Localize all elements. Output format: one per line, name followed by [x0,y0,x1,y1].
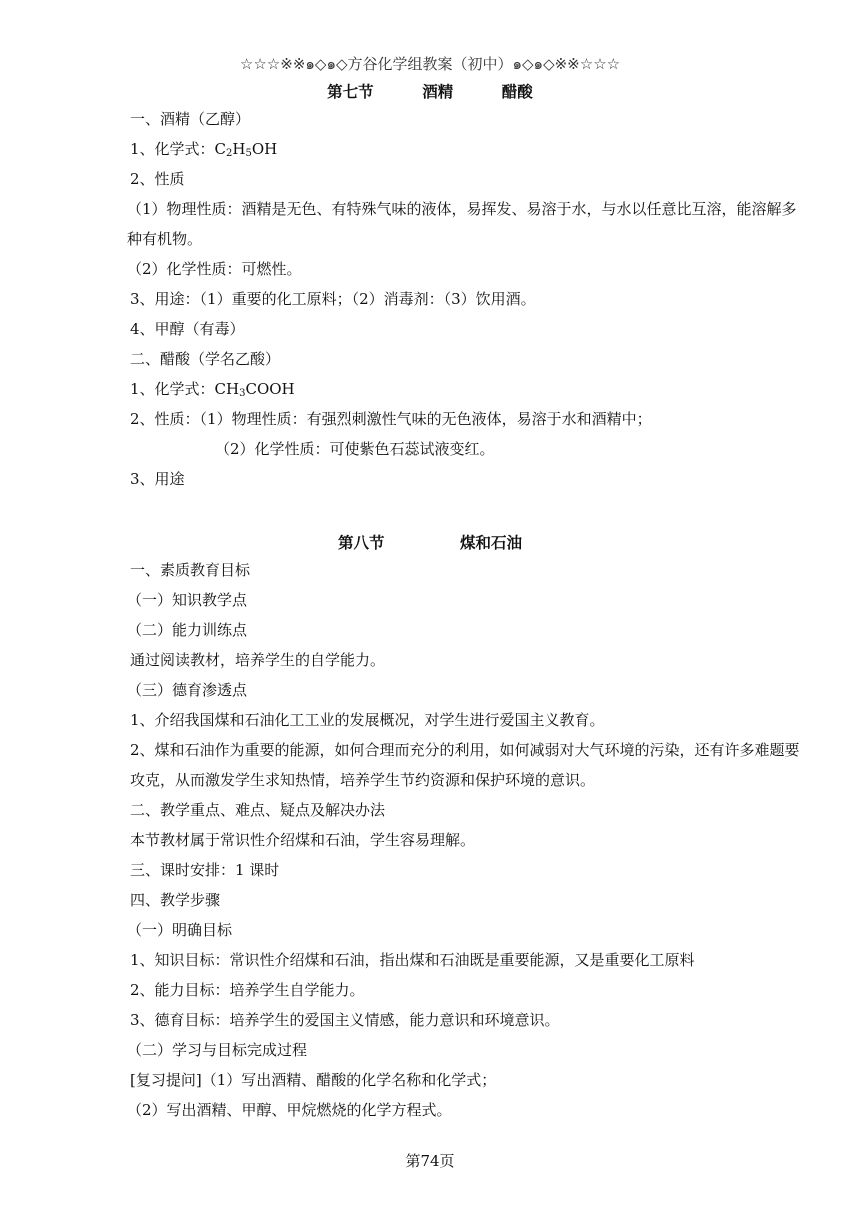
s8-line: 1、知识目标：常识性介绍煤和石油，指出煤和石油既是重要能源，又是重要化工原料 [130,951,695,969]
s8-line: （三）德育渗透点 [127,681,248,699]
s8-line: 2、能力目标：培养学生自学能力。 [130,981,365,999]
acetic-heading: 二、醋酸（学名乙酸） [130,350,281,368]
s8-line: （一）知识教学点 [127,591,248,609]
alcohol-properties: 2、性质 [130,170,185,188]
s8-line: 一、素质教育目标 [130,561,251,579]
section8-title: 第八节 煤和石油 [337,533,523,552]
s8-line: 本节教材属于常识性介绍煤和石油，学生容易理解。 [130,831,476,849]
alcohol-chemical: （2）化学性质：可燃性。 [127,260,302,278]
acetic-properties: 2、性质：（1）物理性质：有强烈刺激性气味的无色液体，易溶于水和酒精中； [130,410,652,428]
s8-line: 三、课时安排：1 课时 [130,861,280,879]
s8-line: 二、教学重点、难点、疑点及解决办法 [130,801,386,819]
page-header: ☆☆☆※※๑◇๑◇方谷化学组教案（初中）๑◇๑◇※※☆☆☆ [239,55,621,73]
methanol: 4、甲醇（有毒） [130,320,245,338]
alcohol-heading: 一、酒精（乙醇） [130,110,251,128]
s8-line: 2、煤和石油作为重要的能源，如何合理而充分的利用，如何减弱对大气环境的污染，还有许多难题要攻克，从而激发学生求知热情，培养学生节约资源和保护环境的意识。 [130,741,800,789]
section7-title: 第七节 酒精 醋酸 [327,82,533,101]
acetic-uses: 3、用途 [130,470,185,488]
s8-line: 四、教学步骤 [130,891,221,909]
s8-line: 通过阅读教材，培养学生的自学能力。 [130,651,386,669]
s8-line: [复习提问]（1）写出酒精、醋酸的化学名称和化学式； [130,1071,497,1089]
s8-line: 3、德育目标：培养学生的爱国主义情感，能力意识和环境意识。 [130,1011,560,1029]
s8-line: 1、介绍我国煤和石油化工工业的发展概况，对学生进行爱国主义教育。 [130,711,605,729]
page-number: 第74页 [405,1152,455,1170]
alcohol-formula: 1、化学式：$C_2H_5OH$ [130,140,278,159]
s8-line: （二）学习与目标完成过程 [127,1041,308,1059]
alcohol-uses: 3、用途：（1）重要的化工原料；（2）消毒剂：（3）饮用酒。 [130,290,536,308]
acetic-formula: 1、化学式：$CH_3COOH$ [130,380,295,399]
alcohol-physical: （1）物理性质：酒精是无色、有特殊气味的液体，易挥发、易溶于水，与水以任意比互溶，能溶解多种有机物。 [127,200,797,248]
s8-line: （2）写出酒精、甲醇、甲烷燃烧的化学方程式。 [127,1101,452,1119]
acetic-chemical: （2）化学性质：可使紫色石蕊试液变红。 [215,440,495,458]
s8-line: （二）能力训练点 [127,621,248,639]
s8-line: （一）明确目标 [127,921,233,939]
